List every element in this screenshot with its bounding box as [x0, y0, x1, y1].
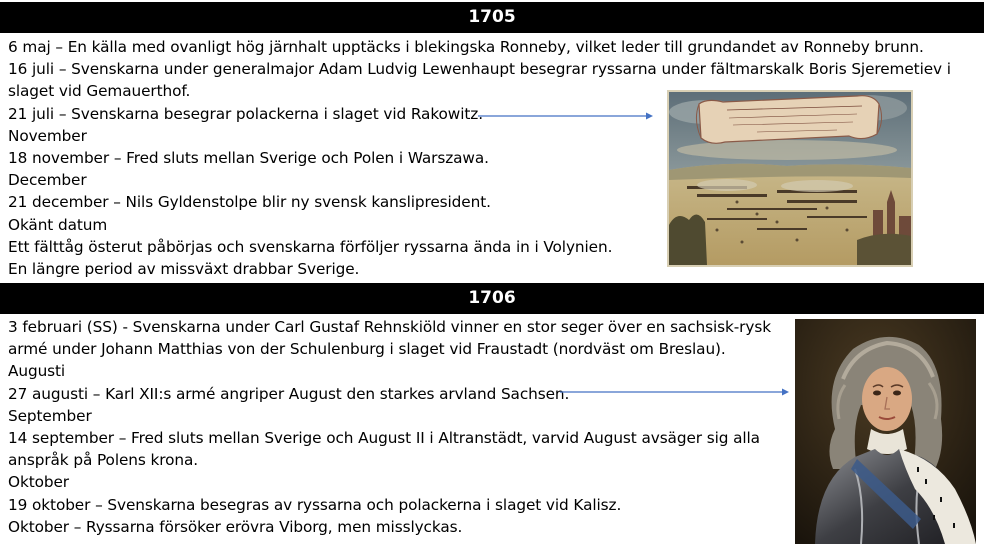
arrow-right-icon: [560, 386, 790, 398]
event-line: Ett fälttåg österut påbörjas och svenskarna förföljer ryssarna ända in i Volynien.: [8, 237, 613, 256]
event-line: 19 oktober – Svenskarna besegras av ryssarna och polackerna i slaget vid Kalisz.: [8, 495, 622, 514]
event-line: En längre period av missväxt drabbar Sverige.: [8, 260, 360, 279]
event-line: 18 november – Fred sluts mellan Sverige och Polen i Warszawa.: [8, 149, 489, 168]
portrait-icon: [795, 319, 976, 544]
event-line: 27 augusti – Karl XII:s armé angriper August den starkes arvland Sachsen.: [8, 384, 570, 403]
event-line: 21 juli – Svenskarna besegrar polackerna i slaget vid Rakowitz.: [8, 104, 483, 123]
battle-engraving-image: [667, 90, 913, 267]
event-line: 16 juli – Svenskarna under generalmajor Adam Ludvig Lewenhaupt besegrar ryssarna under fältmarskalk Boris Sjeremetiev i: [8, 60, 951, 79]
event-line: Oktober – Ryssarna försöker erövra Viborg, men misslyckas.: [8, 517, 463, 536]
event-line: armé under Johann Matthias von der Schulenburg i slaget vid Fraustadt (nordväst om Breslau).: [8, 340, 726, 359]
year-header-1706: 1706: [0, 283, 984, 314]
month-heading: September: [8, 406, 92, 425]
month-heading: November: [8, 126, 87, 145]
events-1706: [8, 316, 778, 538]
event-line: 3 februari (SS) - Svenskarna under Carl Gustaf Rehnskiöld vinner en stor seger över en sachsisk-rysk: [8, 318, 771, 336]
arrow-right-icon: [478, 110, 654, 122]
month-heading: December: [8, 171, 87, 190]
month-heading: Oktober: [8, 473, 69, 492]
year-header-1705: 1705: [0, 2, 984, 33]
event-line: anspråk på Polens krona.: [8, 451, 199, 470]
event-line: 6 maj – En källa med ovanligt hög järnhalt upptäcks i blekingska Ronneby, vilket leder till grundandet av Ronneby brunn.: [8, 38, 924, 56]
event-line: 14 september – Fred sluts mellan Sverige och August II i Altranstädt, varvid August avsäger sig alla: [8, 429, 760, 448]
event-line: 21 december – Nils Gyldenstolpe blir ny svensk kanslipresident.: [8, 193, 491, 212]
event-line: slaget vid Gemauerthof.: [8, 82, 191, 101]
month-heading: Okänt datum: [8, 215, 108, 234]
portrait-image: [795, 319, 976, 544]
month-heading: Augusti: [8, 362, 66, 381]
battle-engraving-icon: [667, 90, 913, 267]
